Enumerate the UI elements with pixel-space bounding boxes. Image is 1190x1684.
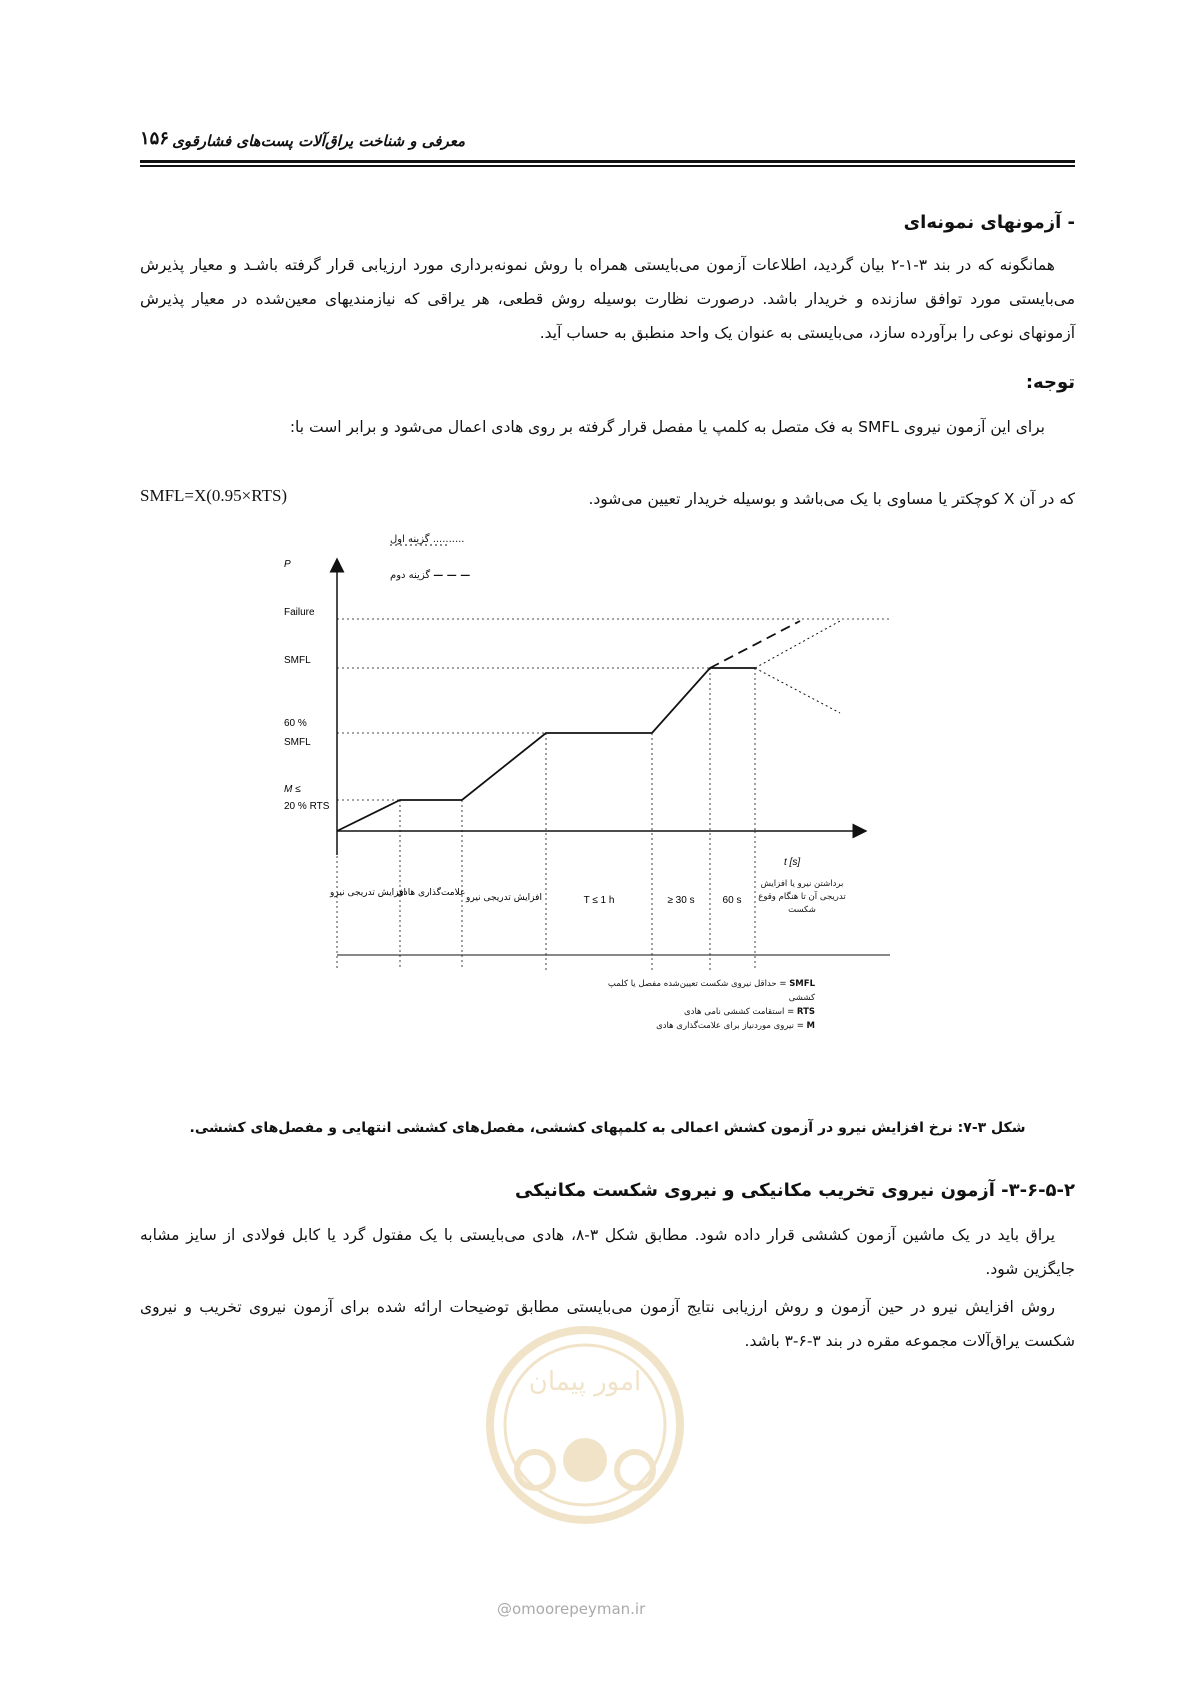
phase-label: ≥ 30 s	[667, 895, 695, 906]
page-header	[140, 118, 1075, 168]
definition-text: = استقامت کششی نامی هادی	[684, 1007, 795, 1017]
paragraph-text: یراق باید در یک ماشین آزمون کششی قرار داده شود. مطابق شکل ۳-۸، هادی می‌بایستی با یک مفتول گرد یا کابل فولادی از سایز مشابه جایگزین شود.	[140, 1226, 1075, 1278]
definition-term: M	[806, 1021, 815, 1031]
x-axis-label: t [s]	[784, 857, 801, 868]
definition-term: RTS	[796, 1007, 815, 1017]
section-heading-text: - آزمونهای نمونه‌ای	[903, 212, 1075, 233]
y-label-smfl: SMFL	[284, 655, 311, 666]
figure-caption: شکل ۳-۷: نرخ افزایش نیرو در آزمون کشش اعمالی به کلمپهای کششی، مفصل‌های کششی انتهایی و مفصل‌های کششی.	[189, 1120, 1026, 1136]
section-heading	[140, 212, 1075, 233]
definition-text: = نیروی موردنیاز برای علامت‌گذاری هادی	[656, 1021, 804, 1031]
definition-row	[600, 1019, 815, 1033]
paragraph	[140, 1218, 1075, 1286]
section-heading-text: ۳-۶-۵-۲- آزمون نیروی تخریب مکانیکی و نیروی شکست مکانیکی	[514, 1180, 1075, 1201]
y-axis-label: P	[284, 559, 291, 570]
y-label-sixty-1: 60 %	[284, 718, 307, 729]
legend-option1: .......... گزینه اول	[390, 534, 465, 545]
paragraph-text: روش افزایش نیرو در حین آزمون و روش ارزیابی نتایج آزمون می‌بایستی مطابق توضیحات ارائه شده برای آزمون نیروی تخریب و نیروی شکست یراق‌آلات مجموعه مقره در بند ۳-۶-۳ باشد.	[140, 1298, 1075, 1350]
definition-row	[600, 977, 815, 1005]
phase-label: علامت‌گذاری هادی	[396, 888, 466, 898]
y-label-m-1: M ≤	[284, 784, 301, 795]
note-paragraph-text: برای این آزمون نیروی SMFL به فک متصل به کلمپ یا مفصل قرار گرفته بر روی هادی اعمال می‌شود و برابر است با:	[289, 418, 1045, 436]
phase-label: افزایش تدریجی نیرو	[466, 893, 542, 903]
watermark-logo	[480, 1295, 690, 1555]
phase-label: 60 s	[722, 895, 742, 906]
legend-option2: — — — گزینه دوم	[390, 570, 471, 581]
header-rule-thin	[140, 165, 1075, 167]
formula: SMFL=X(0.95×RTS)	[140, 486, 288, 505]
figure-definitions	[600, 977, 815, 1033]
paragraph	[140, 248, 1075, 350]
note-paragraph	[140, 410, 1075, 444]
header-title: معرفی و شناخت یراق‌آلات پست‌های فشارقوی	[172, 132, 465, 150]
watermark-url: @omoorepeyman.ir	[497, 1600, 646, 1618]
definition-text: = حداقل نیروی شکست تعیین‌شده مفصل یا کلمپ کششی	[607, 979, 815, 1003]
y-label-m-2: 20 % RTS	[284, 801, 330, 812]
phase-label-last: برداشتن نیرو یا افزایش تدریجی آن تا هنگام وقوع شکست	[758, 879, 846, 915]
legend-option2-label: گزینه دوم	[390, 570, 431, 581]
definition-term: SMFL	[789, 979, 815, 989]
paragraph-text: همانگونه که در بند ۳-۱-۲ بیان گردید، اطلاعات آزمون می‌بایستی همراه با روش نمونه‌برداری مورد ارزیابی قرار گرفته باشـد و معیار پذیرش می‌بایستی مورد توافق سازنده و خریدار باشد. درصورت نظارت بوسیله روش قطعی، هر یراقی که نیازمندیهای معین‌شده در معیار پذیرش آزمونهای نوعی را برآورده سازد، می‌بایستی به عنوان یک واحد منطبق به حساب آید.	[140, 256, 1075, 342]
y-label-sixty-2: SMFL	[284, 737, 311, 748]
paragraph	[140, 482, 1075, 516]
option1-up-line	[755, 621, 840, 668]
note-heading-text: توجه:	[1025, 372, 1075, 393]
section-heading	[140, 1180, 1075, 1201]
definition-row	[600, 1005, 815, 1019]
option2-line	[710, 621, 800, 668]
phase-label: T ≤ 1 h	[583, 895, 615, 906]
paragraph-text: که در آن X کوچکتر یا مساوی با یک می‌باشد و بوسیله خریدار تعیین می‌شود.	[588, 490, 1075, 508]
watermark-logo-text: امور پیمان	[528, 1367, 642, 1397]
y-label-failure: Failure	[284, 607, 315, 618]
phase-label: افزایش تدریجی نیرو	[330, 888, 406, 898]
watermark-logo-svg	[480, 1295, 690, 1555]
header-rule	[140, 160, 1075, 163]
note-heading	[140, 372, 1075, 393]
option1-down-line	[755, 668, 840, 713]
page-number: ۱۵۶	[140, 128, 170, 149]
legend-option1-label: گزینه اول	[390, 534, 430, 545]
